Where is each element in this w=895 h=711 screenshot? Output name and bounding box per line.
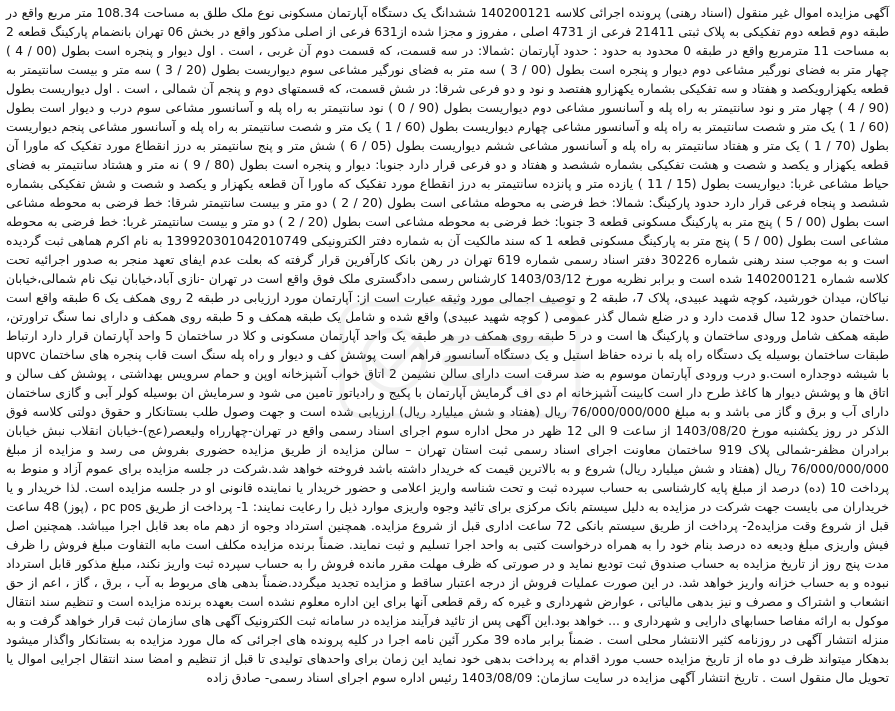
- auction-notice-text: آگهی مزایده اموال غیر منقول (اسناد رهنی) پرونده اجرائی کلاسه 140200121 ششدانگ یک دستگاه آپارتمان مسکونی نوع ملک طلق به مساحت 108.34 متر مربع واقع در طبقه دوم قطعه دوم تفکیکی به پلاک ثبتی 21411 فرعی از 4731 اصلی ، مفروز و مجزا شده از631 فرعی از اصلی مذکور واقع در بخش 06 تهران بانضمام پارکینگ قطعه 2 به مساحت 11 مترمربع واقع در طبقه 0 محدود به حدود : حدود آپارتمان :شمالا: در سه قسمت، که قسمت دوم آن غربی ، است . اول دیوار و پنجره است بطول (00 / 4 ) چهار متر به فضای نورگیر مشاعی دوم دیوار و پنجره است بطول (00 / 3 ) سه متر به فضای نورگیر مشاعی سوم دیواریست بطول (20 / 3 ) سه متر و بیست سانتیمتر به قطعه یکهزارویکصد و هفتاد و سه تفکیکی بشماره یکهزارو هفتصد و نود و دو فرعی شرقا: در شش قسمت، که قسمتهای دوم و پنجم آن شمالی ، است . اول دیواریست بطول (90 / 4 ) چهار متر و نود سانتیمتر به راه پله و آسانسور مشاعی دوم دیواریست بطول (90 / 0 ) نود سانتیمتر به راه پله و آسانسور مشاعی سوم درب و دیوار است بطول (60 / 1 ) یک متر و شصت سانتیمتر به راه پله و آسانسور مشاعی چهارم دیواریست بطول (60 / 1 ) یک متر و شصت سانتیمتر به راه پله و آسانسور مشاعی پنجم دیواریست بطول (70 / 1 ) یک متر و هفتاد سانتیمتر به راه پله و آسانسور مشاعی ششم دیواریست بطول (05 / 6 ) شش متر و پنج سانتیمتر به درز انقطاع مورد تفکیک که ماورا آن قطعه یکهزار و یکصد و شصت و هشت تفکیکی بشماره ششصد و هفتاد و دو فرعی قرار دارد جنوبا: دیوار و پنجره است بطول (80 / 9 ) نه متر و هشتاد سانتیمتر به فضای حیاط مشاعی غربا: دیواریست بطول (15 / 11 ) یازده متر و پانزده سانتیمتر به درز انقطاع مورد تفکیک که ماورا آن قطعه یکهزار و یکصد و شصت و شش تفکیکی بشماره ششصد و پنجاه فرعی قرار دارد حدود پارکینگ: شمالا: خط فرضی به محوطه مشاعی است بطول (20 / 2 ) دو متر و بیست سانتیمتر شرقا: خط فرضی به محوطه مشاعی است بطول (00 / 5 ) پنج متر به پارکینگ مسکونی قطعه 3 جنوبا: خط فرضی به محوطه مشاعی است بطول (20 / 2 ) دو متر و بیست سانتیمتر غربا: خط فرضی به محوطه مشاعی است بطول (00 / 5 ) پنج متر به پارکینگ مسکونی قطعه 1 که سند مالکیت آن به شماره دفتر الکترونیکی 139920301042010749 به نام اکرم هماهی ثبت گردیده است و به موجب سند رهنی شماره 30226 دفتر اسناد رسمی شماره 619 تهران در رهن بانک کارآفرین قرار گرفته که بعلت عدم ایفای تعهد منجر به صدور اجرائیه تحت کلاسه شماره 140200121 شده است و برابر نظریه مورخ 1403/03/12 کارشناس رسمی دادگستری ملک فوق واقع است در تهران -نازی آباد،خیابان نیک نام شمالی،خیابان نیاکان، میدان خورشید، کوچه شهید عبیدی، پلاک 7، طبقه 2 و توصیف اجمالی مورد وثیقه عبارت است از: آپارتمان مورد ارزیابی در طبقه 2 روی همکف یک 6 طبقه واقع است .ساختمان حدود 12 سال قدمت دارد و در ضلع شمال گذر عمومی ( کوچه شهید عبیدی) واقع شده و شامل یک طبقه همکف و 5 طبقه روی همکف و دارای نما سنگ تراورتن، طبقه همکف شامل ورودی ساختمان و پارکینگ ها است و در 5 طبقه روی همکف در هر طبقه یک واحد آپارتمان مسکونی و کلا در ساختمان 5 واحد آپارتمان قرار دارد ارتباط طبقات ساختمان بوسیله یک دستگاه راه پله با نرده حفاظ استیل و یک دستگاه آسانسور فراهم است پوشش کف و دیوار و راه پله سنگ است قاب پنجره های ساختمان upvc با شیشه دوجداره است.و درب ورودی آپارتمان موسوم به ضد سرقت است دارای سالن نشیمن 2 اتاق خواب آشپزخانه اوپن و حمام سرویس بهداشتی ، پوشش کف سالن و اتاق ها و پوشش دیوار ها کاغذ طرح دار است کابینت آشپزخانه ام دی اف گرمایش آپارتمان با پکیج و رادیاتور تامین می شود و سرمایش ان بوسیله کولر آبی و گازی ساختمان دارای آب و برق و گاز می باشد و به مبلغ 76/000/000/000 ریال (هفتاد و شش میلیارد ریال) ارزیابی شده است و جهت وصول طلب بستانکار و حقوق دولتی کلاسه فوق الذکر در روز یکشنبه مورخ 1403/08/20 از ساعت 9 الی 12 ظهر در محل اداره سوم اجرای اسناد رسمی واقع در تهران-چهارراه ولیعصر(عج)-خیابان انقلاب نبش خیابان برادران مظفر-شمالی پلاک 919 ساختمان معاونت اجرای اسناد رسمی ثبت استان تهران – سالن مزایده از طریق مزایده حضوری بفروش می رسد و مزایده از مبلغ 76/000/000/000 ریال (هفتاد و شش میلیارد ریال) شروع و به بالاترین قیمت که خریدار داشته باشد فروخته خواهد شد.شرکت در جلسه مزایده برای عموم آزاد و منوط به پرداخت 10 (ده) درصد از مبلغ پایه کارشناسی به حساب سپرده ثبت و تحت شناسه واریز اعلامی و حضور خریدار یا نماینده قانونی او در جلسه مزایده است. لذا خریدار و یا خریداران می بایست جهت شرکت در مزایده به دلیل سیستم بانک مرکزی برای تائید وجوه واریزی موارد ذیل را رعایت نمایند: 1- پرداخت از طریق pc pos ، (پوز) 48 ساعت قبل از شروع وقت مزایده2- پرداخت از طریق سیستم بانکی 72 ساعت اداری قبل از شروع مزایده. همچنین استرداد وجوه از دهم ماه بعد قابل اجرا میباشد. همچنین اصل فیش واریزی مبلغ ودیعه ده درصد بنام خود را به همراه درخواست کتبی به واحد اجرا تسلیم و ثبت نمایند. ضمناً برنده مزایده مکلف است مابه التفاوت مبلغ فروش را ظرف مدت پنج روز از تاریخ مزایده به حساب صندوق ثبت تودیع نماید و در صورتی که ظرف مهلت مقرر مانده فروش را به حساب سپرده ثبت واریز نکند، مبلغ مذکور قابل استرداد نبوده و به حساب خزانه واریز خواهد شد. در این صورت عملیات فروش از درجه اعتبار ساقط و مزایده تجدید میگردد.ضمناً بدهی های مربوط به آب ، برق ، گاز ، اعم از حق انشعاب و اشتراک و مصرف و نیز بدهی مالیاتی ، عوارض شهرداری و غیره که رقم قطعی آنها برای این اداره معلوم نشده است بعهده برنده مزایده است و تنظیم سند انتقال موکول به ارائه مفاصا حسابهای دارایی و شهرداری و ... خواهد بود.این آگهی پس از تائید فرآیند مزایده در سامانه ثبت الکترونیک آگهی های سازمان ثبت قرار خواهد گرفت و به منزله انتشار آگهی در روزنامه کثیر الانتشار محلی است . ضمناً برابر ماده 39 مکرر آئین نامه اجرا در کلیه پرونده های اجرائی که مال مورد مزایده به بستانکار واگذار میشود بدهکار میتواند ظرف دو ماه از تاریخ مزایده حسب مورد اقدام به پرداخت بدهی خود نماید این زمان برای واحدهای تولیدی تا قبل از تنظیم و امضا سند انتقال اجرایی اموال یا تحویل مال منقول است . تاریخ انتشار آگهی مزایده در سایت سازمان: 1403/08/09 رئیس اداره سوم اجرای اسناد رسمی- صادق زاده: [6, 6, 890, 685]
